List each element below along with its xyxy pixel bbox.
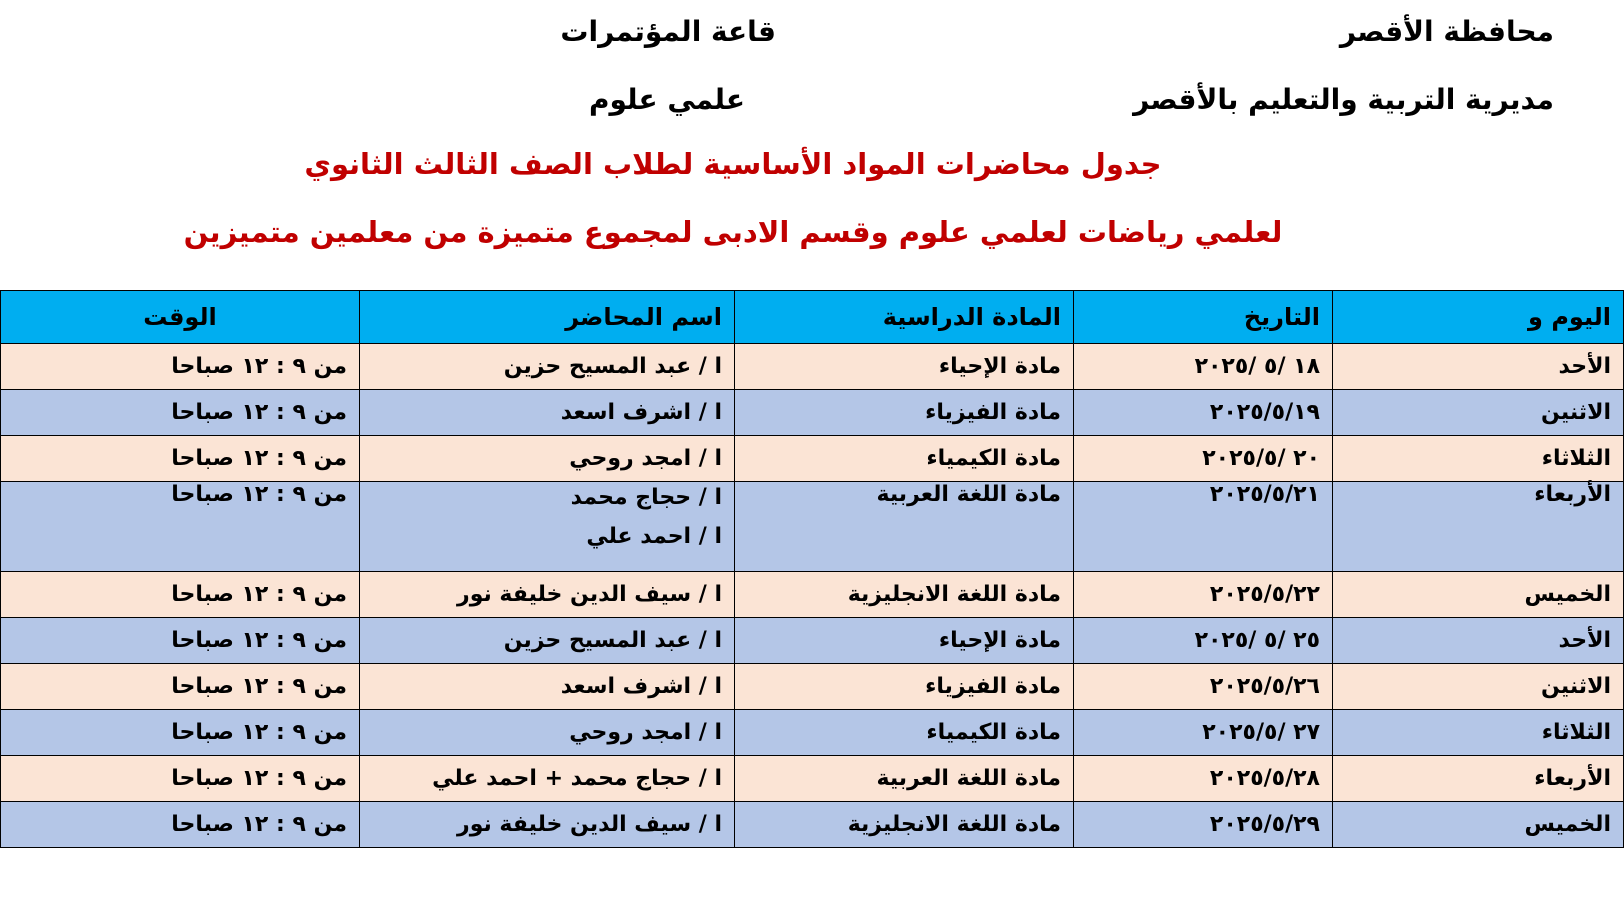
lecturer-name: ا / اشرف اسعد: [560, 673, 722, 699]
lecturer-name: ا / حجاج محمد + احمد علي: [432, 765, 722, 791]
column-header-date: التاريخ: [1074, 291, 1333, 344]
table-header-row: [1, 291, 1624, 344]
cell-date: ١٨ /٥ /٢٠٢٥: [1074, 344, 1333, 390]
cell-date: ٢٠٢٥/٥/٢٦: [1074, 664, 1333, 710]
cell-time: من ٩ : ١٢ صباحا: [1, 710, 360, 756]
cell-day: الأربعاء: [1333, 482, 1624, 572]
column-header-subject: المادة الدراسية: [735, 291, 1074, 344]
cell-subject: مادة الفيزياء: [735, 390, 1074, 436]
table-row: [1, 572, 1624, 618]
table-row: [1, 664, 1624, 710]
cell-subject: مادة اللغة العربية: [735, 482, 1074, 572]
table-row: [1, 710, 1624, 756]
cell-day: الخميس: [1333, 572, 1624, 618]
cell-time: من ٩ : ١٢ صباحا: [1, 618, 360, 664]
cell-date: ٢٥ /٥ /٢٠٢٥: [1074, 618, 1333, 664]
cell-day: الثلاثاء: [1333, 710, 1624, 756]
cell-date: ٢٠٢٥/٥/٢٢: [1074, 572, 1333, 618]
table-row: [1, 802, 1624, 848]
cell-time: من ٩ : ١٢ صباحا: [1, 344, 360, 390]
cell-lecturer: [360, 664, 735, 710]
cell-subject: مادة الكيمياء: [735, 710, 1074, 756]
table-row: [1, 618, 1624, 664]
cell-day: الأحد: [1333, 618, 1624, 664]
cell-subject: مادة الإحياء: [735, 344, 1074, 390]
table-row: [1, 344, 1624, 390]
cell-time: من ٩ : ١٢ صباحا: [1, 756, 360, 802]
table-body: [1, 344, 1624, 848]
cell-day: الاثنين: [1333, 390, 1624, 436]
column-header-time: الوقت: [1, 291, 360, 344]
cell-lecturer: [360, 344, 735, 390]
cell-date: ٢٠٢٥/٥/١٩: [1074, 390, 1333, 436]
cell-day: الخميس: [1333, 802, 1624, 848]
section-label: علمي علوم: [588, 83, 745, 116]
lecturer-name: ا / اشرف اسعد: [560, 399, 722, 425]
column-header-day: اليوم و: [1333, 291, 1624, 344]
cell-day: الأحد: [1333, 344, 1624, 390]
lecturer-name: ا / عبد المسيح حزين: [503, 353, 722, 379]
cell-subject: مادة الكيمياء: [735, 436, 1074, 482]
cell-time: من ٩ : ١٢ صباحا: [1, 664, 360, 710]
cell-subject: مادة اللغة الانجليزية: [735, 572, 1074, 618]
cell-date: ٢٠٢٥/٥/٢٨: [1074, 756, 1333, 802]
table-row: [1, 436, 1624, 482]
directorate-label: مديرية التربية والتعليم بالأقصر: [1133, 83, 1554, 116]
cell-date: ٢٧ /٢٠٢٥/٥: [1074, 710, 1333, 756]
table-row: [1, 756, 1624, 802]
cell-lecturer: [360, 756, 735, 802]
lecturer-name: ا / امجد روحي: [569, 719, 722, 745]
cell-lecturer: [360, 618, 735, 664]
cell-lecturer: [360, 710, 735, 756]
cell-lecturer: [360, 572, 735, 618]
schedule-subtitle: لعلمي رياضات لعلمي علوم وقسم الادبى لمجموع متميزة من معلمين متميزين: [183, 215, 1283, 249]
venue-label: قاعة المؤتمرات: [560, 15, 776, 48]
cell-lecturer: [360, 802, 735, 848]
cell-subject: مادة اللغة الانجليزية: [735, 802, 1074, 848]
cell-lecturer: [360, 436, 735, 482]
cell-time: من ٩ : ١٢ صباحا: [1, 802, 360, 848]
cell-date: ٢٠٢٥/٥/٢١: [1074, 482, 1333, 572]
cell-time: من ٩ : ١٢ صباحا: [1, 390, 360, 436]
cell-lecturer: [360, 390, 735, 436]
cell-subject: مادة الإحياء: [735, 618, 1074, 664]
lecturer-name: ا / حجاج محمد: [570, 485, 722, 510]
lecture-schedule-table: [0, 290, 1624, 848]
lecturer-name: ا / امجد روحي: [569, 445, 722, 471]
cell-day: الثلاثاء: [1333, 436, 1624, 482]
table-row: [1, 482, 1624, 572]
cell-time: من ٩ : ١٢ صباحا: [1, 482, 360, 572]
cell-subject: مادة الفيزياء: [735, 664, 1074, 710]
lecturer-name: ا / سيف الدين خليفة نور: [457, 811, 722, 837]
cell-subject: مادة اللغة العربية: [735, 756, 1074, 802]
cell-time: من ٩ : ١٢ صباحا: [1, 572, 360, 618]
governorate-label: محافظة الأقصر: [1339, 15, 1554, 48]
lecturer-name: ا / احمد علي: [586, 524, 722, 549]
column-header-lecturer: اسم المحاضر: [360, 291, 735, 344]
cell-date: ٢٠٢٥/٥/٢٩: [1074, 802, 1333, 848]
lecturer-name: ا / عبد المسيح حزين: [503, 627, 722, 653]
cell-time: من ٩ : ١٢ صباحا: [1, 436, 360, 482]
cell-day: الأربعاء: [1333, 756, 1624, 802]
schedule-title: جدول محاضرات المواد الأساسية لطلاب الصف الثالث الثانوي: [304, 147, 1162, 181]
cell-day: الاثنين: [1333, 664, 1624, 710]
cell-lecturer: [360, 482, 735, 572]
cell-date: ٢٠ /٢٠٢٥/٥: [1074, 436, 1333, 482]
table-row: [1, 390, 1624, 436]
lecturer-name: ا / سيف الدين خليفة نور: [457, 581, 722, 607]
